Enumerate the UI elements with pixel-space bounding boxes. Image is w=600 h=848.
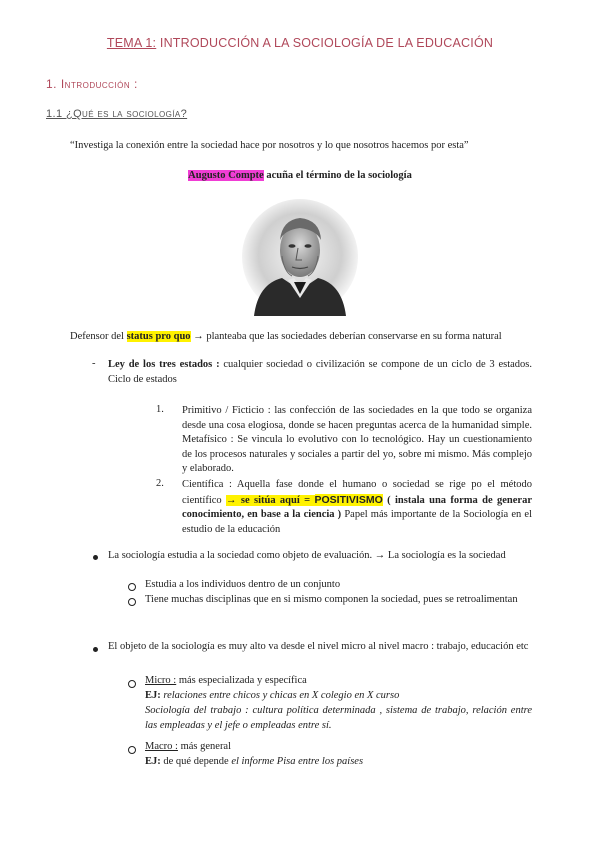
cientifica-bold: ( instala una forma de generar conocimiento, en base a la ciencia ): [182, 494, 532, 520]
estado-cientifica: [182, 478, 532, 537]
circle-bullet: [128, 583, 136, 591]
section-heading-introduccion: 1. Introducción :: [46, 77, 138, 91]
macro-text: más general: [177, 741, 232, 752]
bullet-dot: [93, 555, 98, 560]
micro-ej-text: relaciones entre chicos y chicas en X colegio en X curso: [160, 690, 400, 701]
macro-line: [145, 740, 535, 755]
circle-bullet: [128, 746, 136, 754]
circle-bullet: [128, 680, 136, 688]
positivismo-highlight: POSITIVISMO: [314, 493, 383, 506]
title-number: TEMA 1:: [106, 36, 157, 50]
document-title: [0, 36, 600, 50]
micro-text: más especializada y específica: [176, 675, 307, 686]
cientifica-post: Papel más importante de la Sociología en el estudio de la educación: [182, 509, 532, 535]
estado-number-1: 1.: [156, 404, 164, 415]
circle-bullet: [128, 598, 136, 606]
comte-rest: acuña el término de la sociología: [263, 170, 412, 181]
estado-number-2: 2.: [156, 478, 164, 489]
comte-name-highlight: Augusto Compte: [188, 170, 264, 181]
dash-marker: -: [92, 358, 96, 369]
bullet-sociologia-estudia: La sociología estudia a la sociedad como objeto de evaluación. → La sociología es la sociedad: [108, 550, 506, 561]
estado-primitivo: Primitivo / Ficticio : las confección de las sociedades en la que todo se organiza desde una cosa elogiosa, donde se hacen preguntas acerca de la humanidad simple. Metafísico : Se vincula lo evolutivo con lo tecnológico. Hay un cuestionamiento de los procesos naturales y sociales a partir del yo, sobre mi mismo. Más complejo y elaborado.: [182, 405, 532, 474]
ley-label: Ley de los tres estados :: [108, 359, 220, 370]
micro-example: [145, 689, 535, 704]
macro-label: Macro :: [145, 741, 178, 752]
definition-quote: “Investiga la conexión entre la sociedad hace por nosotros y lo que nosotros hacemos por esta”: [70, 140, 469, 151]
defensor-post: → planteaba que las sociedades deberían conservarse en su forma natural: [190, 331, 502, 342]
macro-ej-pre: de qué depende: [160, 756, 232, 767]
micro-line: [145, 674, 535, 689]
status-quo-highlight: status pro quo: [126, 331, 191, 342]
bullet-objeto-sociologia: El objeto de la sociología es muy alto va desde el nivel micro al nivel macro : trabajo, educación etc: [108, 641, 529, 652]
macro-example: [145, 755, 535, 770]
title-text: INTRODUCCIÓN A LA SOCIOLOGÍA DE LA EDUCACIÓN: [156, 36, 494, 50]
comte-line: [0, 170, 600, 181]
macro-ej-text: el informe Pisa entre los países: [231, 756, 364, 767]
sub-bullet-individuos: Estudia a los individuos dentro de un conjunto: [145, 579, 341, 590]
micro-label: Micro :: [145, 675, 177, 686]
defensor-pre: Defensor del: [70, 331, 127, 342]
bullet-dot: [93, 647, 98, 652]
macro-ej-label: EJ:: [145, 756, 161, 767]
micro-ej-label: EJ:: [145, 690, 161, 701]
defensor-line: [70, 330, 550, 345]
sub-bullet-disciplinas: Tiene muchas disciplinas que en si mismo componen la sociedad, pues se retroalimentan: [145, 594, 518, 605]
cientifica-pre: Científica : Aquella fase donde el humano o sociedad se rige po el método científico: [182, 479, 532, 506]
ley-tres-estados: [108, 358, 532, 387]
subsection-heading-que-es-sociologia: 1.1 ¿Qué es la sociología?: [46, 108, 188, 120]
cientifica-arrow-highlight: → se sitúa aquí =: [226, 494, 315, 506]
ley-text: cualquier sociedad o civilización se compone de un ciclo de 3 estados. Ciclo de estados: [108, 359, 532, 385]
portrait-photo: [240, 198, 360, 316]
micro-sociologia-trabajo: Sociología del trabajo : cultura política determinada , sistema de trabajo, relación entre las empleadas y el jefe o empleadas entre sí.: [145, 705, 532, 731]
